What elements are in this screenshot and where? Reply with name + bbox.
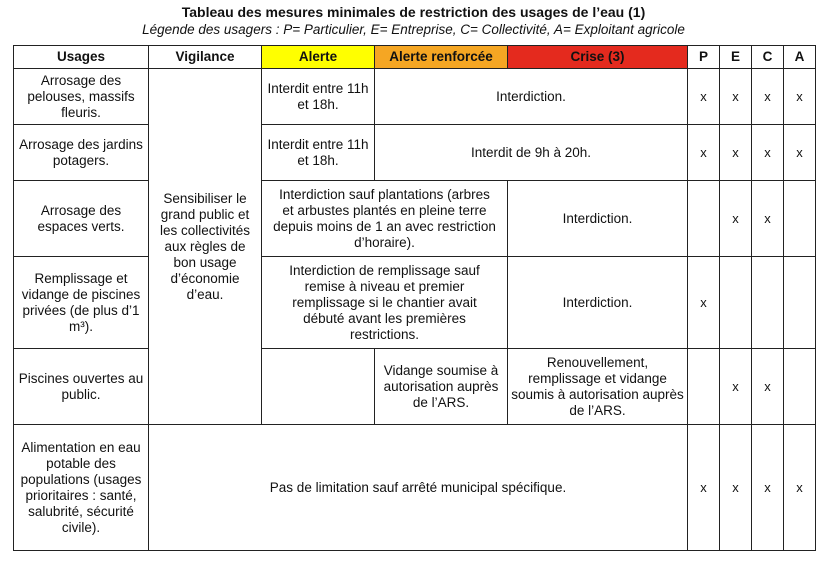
p-cell: [688, 349, 720, 425]
c-cell: x: [752, 181, 784, 257]
table-row: [14, 349, 816, 425]
legend-text: Légende des usagers : P= Particulier, E= Entreprise, C= Collectivité, A= Exploitant agricole: [142, 22, 685, 37]
e-cell: x: [720, 349, 752, 425]
alerte-cell: [262, 349, 375, 425]
a-cell: [784, 257, 816, 349]
p-cell: x: [688, 125, 720, 181]
alerte-cell: Interdit entre 11h et 18h.: [262, 125, 375, 181]
usage-cell: Remplissage et vidange de piscines privées (de plus d’1 m³).: [14, 257, 149, 349]
usage-cell: Arrosage des espaces verts.: [14, 181, 149, 257]
p-cell: [688, 181, 720, 257]
c-cell: x: [752, 425, 784, 551]
usage-cell: Arrosage des jardins potagers.: [14, 125, 149, 181]
header-a: A: [784, 46, 816, 69]
usage-cell: Piscines ouvertes au public.: [14, 349, 149, 425]
crise-cell: Renouvellement, remplissage et vidange soumis à autorisation auprès de l’ARS.: [508, 349, 688, 425]
vigilance-cell: Sensibiliser le grand public et les collectivités aux règles de bon usage d’économie d’eau.: [149, 69, 262, 425]
a-cell: x: [784, 69, 816, 125]
renf-crise-cell: Interdiction.: [375, 69, 688, 125]
c-cell: x: [752, 125, 784, 181]
table-row: [14, 69, 816, 125]
p-cell: x: [688, 425, 720, 551]
renf-crise-cell: Interdit de 9h à 20h.: [375, 125, 688, 181]
alerte-renf-cell: Interdiction sauf plantations (arbres et arbustes plantés en pleine terre depuis moins de 1 an avec restriction d’horaire).: [262, 181, 508, 257]
restriction-table: [13, 45, 816, 551]
header-c: C: [752, 46, 784, 69]
header-row: [14, 46, 816, 69]
alerte-cell: Interdit entre 11h et 18h.: [262, 69, 375, 125]
alerte-renf-cell: Interdiction de remplissage sauf remise à niveau et premier remplissage si le chantier avait débuté avant les premières restrictions.: [262, 257, 508, 349]
e-cell: x: [720, 125, 752, 181]
c-cell: x: [752, 69, 784, 125]
all-levels-cell: Pas de limitation sauf arrêté municipal spécifique.: [149, 425, 688, 551]
crise-cell: Interdiction.: [508, 257, 688, 349]
header-alerte-renforcee: Alerte renforcée: [375, 46, 508, 69]
e-cell: x: [720, 181, 752, 257]
p-cell: x: [688, 257, 720, 349]
header-crise: Crise (3): [508, 46, 688, 69]
p-cell: x: [688, 69, 720, 125]
table-row: [14, 257, 816, 349]
usage-cell: Alimentation en eau potable des populations (usages prioritaires : santé, salubrité, sécurité civile).: [14, 425, 149, 551]
e-cell: [720, 257, 752, 349]
table-row: [14, 125, 816, 181]
a-cell: x: [784, 425, 816, 551]
crise-cell: Interdiction.: [508, 181, 688, 257]
a-cell: [784, 181, 816, 257]
header-e: E: [720, 46, 752, 69]
header-alerte: Alerte: [262, 46, 375, 69]
header-p: P: [688, 46, 720, 69]
renf-cell: Vidange soumise à autorisation auprès de l’ARS.: [375, 349, 508, 425]
table-row: [14, 425, 816, 551]
header-vigilance: Vigilance: [149, 46, 262, 69]
e-cell: x: [720, 69, 752, 125]
page-title: Tableau des mesures minimales de restriction des usages de l’eau (1): [181, 4, 646, 20]
header-usages: Usages: [14, 46, 149, 69]
a-cell: x: [784, 125, 816, 181]
c-cell: [752, 257, 784, 349]
usage-cell: Arrosage des pelouses, massifs fleuris.: [14, 69, 149, 125]
c-cell: x: [752, 349, 784, 425]
a-cell: [784, 349, 816, 425]
table-row: [14, 181, 816, 257]
e-cell: x: [720, 425, 752, 551]
